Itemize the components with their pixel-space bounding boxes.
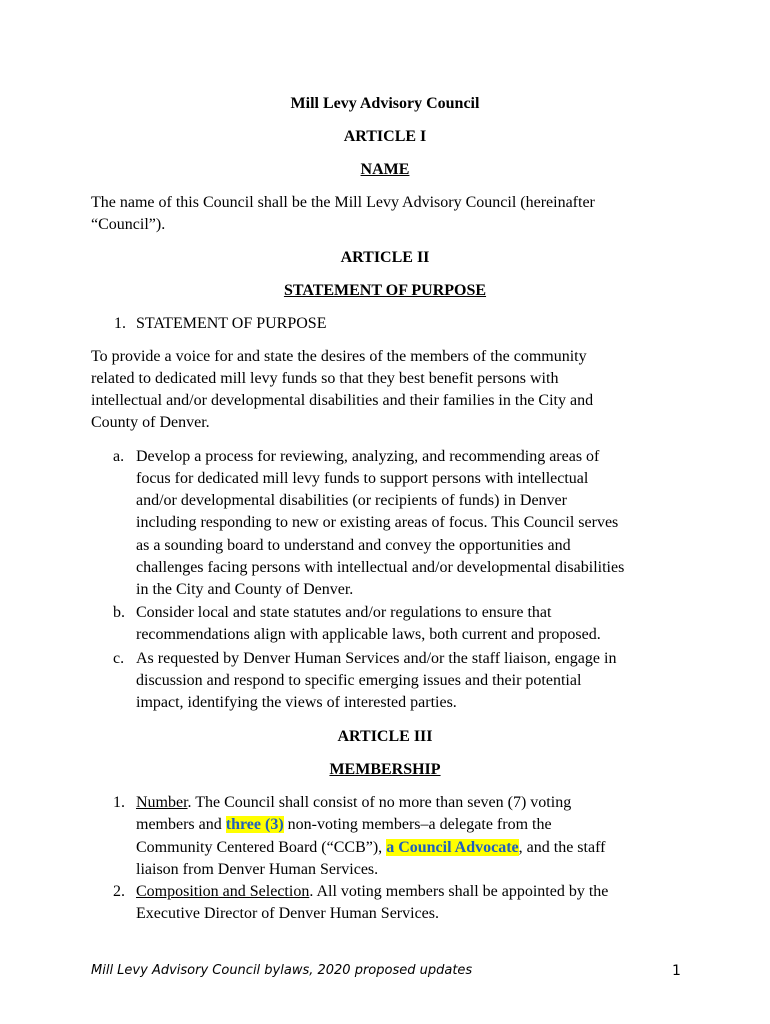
article-3-item-2-number: 2. bbox=[113, 883, 125, 900]
membership-number-line-1 bbox=[136, 792, 571, 814]
list-c-line: discussion and respond to specific emerging issues and their potential bbox=[136, 672, 582, 689]
list-a-line: as a sounding board to understand and convey the opportunities and bbox=[136, 537, 571, 554]
article-1-line-2: “Council”). bbox=[91, 216, 166, 233]
purpose-para-line: related to dedicated mill levy funds so that they best benefit persons with bbox=[91, 370, 559, 387]
document-title: Mill Levy Advisory Council bbox=[290, 95, 480, 112]
list-b-line: recommendations align with applicable laws, both current and proposed. bbox=[136, 626, 601, 643]
list-c-line: impact, identifying the views of interested parties. bbox=[136, 694, 457, 711]
article-2-item-1-text: STATEMENT OF PURPOSE bbox=[136, 315, 327, 332]
article-1-line-1: The name of this Council shall be the Mill Levy Advisory Council (hereinafter bbox=[91, 194, 595, 211]
term-number: Number bbox=[136, 794, 188, 811]
line-text: Community Centered Board (“CCB”), bbox=[136, 839, 387, 856]
line-text: non-voting members–a delegate from the bbox=[283, 816, 552, 833]
list-a-line: challenges facing persons with intellectual and/or developmental disabilities bbox=[136, 559, 625, 576]
line-text: . All voting members shall be appointed by the bbox=[309, 883, 609, 900]
article-2-subheading: STATEMENT OF PURPOSE bbox=[283, 282, 487, 299]
article-3-heading: ARTICLE III bbox=[337, 728, 433, 745]
line-text: members and bbox=[136, 816, 226, 833]
term-composition: Composition and Selection bbox=[136, 883, 310, 900]
page-footer: Mill Levy Advisory Council bylaws, 2020 proposed updates bbox=[91, 963, 473, 978]
membership-number-line-2 bbox=[136, 814, 552, 836]
highlight-council-advocate: a Council Advocate bbox=[386, 839, 519, 856]
line-text: , and the staff bbox=[518, 839, 606, 856]
article-3-item-1-number: 1. bbox=[113, 794, 125, 811]
purpose-para-line: County of Denver. bbox=[91, 414, 210, 431]
purpose-para-line: To provide a voice for and state the desires of the members of the community bbox=[91, 348, 587, 365]
article-2-heading: ARTICLE II bbox=[340, 249, 430, 266]
list-b-line: Consider local and state statutes and/or regulations to ensure that bbox=[136, 604, 552, 621]
list-label-a: a. bbox=[113, 448, 125, 465]
list-a-line: including responding to new or existing areas of focus. This Council serves bbox=[136, 514, 619, 531]
list-a-line: in the City and County of Denver. bbox=[136, 581, 354, 598]
page-number: 1 bbox=[672, 963, 681, 979]
list-label-b: b. bbox=[113, 604, 125, 621]
membership-number-line-3 bbox=[136, 837, 605, 859]
highlight-three: three (3) bbox=[225, 816, 284, 833]
list-a-line: and/or developmental disabilities (or recipients of funds) in Denver bbox=[136, 492, 567, 509]
composition-line-2: Executive Director of Denver Human Services. bbox=[136, 905, 439, 922]
membership-number-line-4: liaison from Denver Human Services. bbox=[136, 861, 379, 878]
article-1-subheading: NAME bbox=[360, 161, 410, 178]
article-1-heading: ARTICLE I bbox=[343, 128, 427, 145]
list-c-line: As requested by Denver Human Services and/or the staff liaison, engage in bbox=[136, 650, 617, 667]
list-label-c: c. bbox=[113, 650, 125, 667]
article-3-subheading: MEMBERSHIP bbox=[329, 761, 441, 778]
article-2-item-1-number: 1. bbox=[114, 315, 126, 332]
composition-line-1 bbox=[136, 881, 608, 903]
line-text: . The Council shall consist of no more than seven (7) voting bbox=[187, 794, 572, 811]
list-a-line: focus for dedicated mill levy funds to support persons with intellectual bbox=[136, 470, 589, 487]
list-a-line: Develop a process for reviewing, analyzing, and recommending areas of bbox=[136, 448, 600, 465]
purpose-para-line: intellectual and/or developmental disabilities and their families in the City and bbox=[91, 392, 594, 409]
